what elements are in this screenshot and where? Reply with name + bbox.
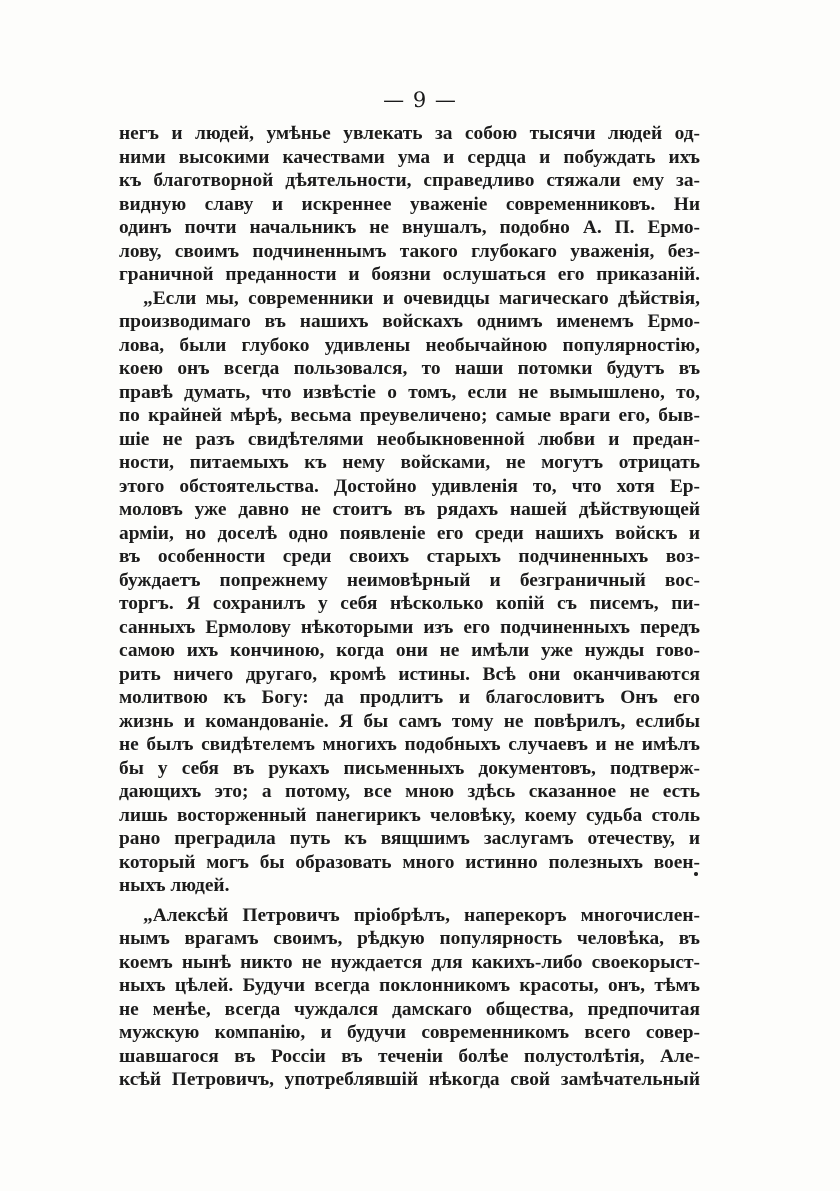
text-line: шіе не разъ свидѣтелями необыкновенной любви и предан- bbox=[119, 428, 700, 450]
text-line: молитвою къ Богу: да продлитъ и благословитъ Онъ его bbox=[119, 687, 700, 708]
text-line: коею онъ всегда пользовался, то наши потомки будутъ въ bbox=[119, 358, 700, 379]
text-line: лова, были глубоко удивлены необычайною популярностію, bbox=[119, 334, 700, 356]
text-line: который могъ бы образовать много истинно полезныхъ воен- bbox=[119, 851, 700, 873]
text-line: шавшагося въ Россіи въ теченіи болѣе полустолѣтія, Але- bbox=[119, 1045, 700, 1067]
text-line: нымъ врагамъ своимъ, рѣдкую популярность человѣка, въ bbox=[119, 928, 700, 949]
text-line: ности, питаемыхъ къ нему войсками, не могутъ отрицать bbox=[119, 452, 700, 473]
text-line: производимаго въ нашихъ войскахъ однимъ именемъ Ермо- bbox=[119, 311, 700, 332]
text-line: ксѣй Петровичъ, употреблявшій нѣкогда свой замѣчательный bbox=[119, 1069, 700, 1090]
text-line: одинъ почти начальникъ не внушалъ, подобно А. П. Ермо- bbox=[119, 217, 700, 238]
text-line: видную славу и искреннее уваженіе современниковъ. Ни bbox=[119, 193, 700, 215]
text-line: мужскую компанію, и будучи современникомъ всего совер- bbox=[119, 1022, 700, 1043]
text-line: дающихъ это; а потому, все мною здѣсь сказанное не есть bbox=[119, 781, 700, 802]
text-line: по крайней мѣрѣ, весьма преувеличено; самые враги его, быв- bbox=[119, 405, 700, 426]
text-line: не менѣе, всегда чуждался дамскаго общества, предпочитая bbox=[119, 998, 700, 1020]
text-line: граничной преданности и боязни ослушаться его приказаній. bbox=[119, 264, 700, 285]
text-line: лову, своимъ подчиненнымъ такого глубокаго уваженія, без- bbox=[119, 240, 700, 262]
text-line: жизнь и командованіе. Я бы самъ тому не повѣрилъ, еслибы bbox=[119, 710, 700, 732]
text-line: не былъ свидѣтелемъ многихъ подобныхъ случаевъ и не имѣлъ bbox=[119, 734, 700, 755]
text-line: въ особенности среди своихъ старыхъ подчиненныхъ воз- bbox=[119, 546, 700, 567]
text-line: самою ихъ кончиною, когда они не имѣли уже нужды гово- bbox=[119, 640, 700, 661]
text-line: бы у себя въ рукахъ письменныхъ документовъ, подтверж- bbox=[119, 757, 700, 779]
text-line: арміи, но доселѣ одно появленіе его среди нашихъ войскъ и bbox=[119, 522, 700, 544]
page-number: — 9 — bbox=[383, 88, 457, 112]
text-line: этого обстоятельства. Достойно удивленія то, что хотя Ер- bbox=[119, 475, 700, 497]
text-line: негъ и людей, умѣнье увлекать за собою тысячи людей од- bbox=[119, 123, 700, 144]
paragraph-end: ныхъ людей. bbox=[119, 875, 230, 896]
text-line: правѣ думать, что извѣстіе о томъ, если не вымышлено, то, bbox=[119, 381, 700, 403]
text-line: торгъ. Я сохранилъ у себя нѣсколько копій съ писемъ, пи- bbox=[119, 593, 700, 614]
text-line: къ благотворной дѣятельности, справедливо стяжали ему за- bbox=[119, 170, 700, 191]
text-line: лишь восторженный панегирикъ человѣку, коему судьба столь bbox=[119, 804, 700, 826]
body-text bbox=[119, 122, 700, 1092]
paragraph-start: „Алексѣй Петровичъ пріобрѣлъ, наперекоръ многочислен- bbox=[143, 904, 700, 926]
ink-speck bbox=[694, 872, 698, 876]
text-line: моловъ уже давно не стоитъ въ рядахъ нашей дѣйствующей bbox=[119, 499, 700, 520]
text-line: рить ничего другаго, кромѣ истины. Всѣ они оканчиваются bbox=[119, 663, 700, 685]
text-line: ныхъ цѣлей. Будучи всегда поклонникомъ красоты, онъ, тѣмъ bbox=[119, 975, 700, 996]
text-line: рано преградила путь къ вящшимъ заслугамъ отечеству, и bbox=[119, 828, 700, 849]
text-line: ними высокими качествами ума и сердца и побуждать ихъ bbox=[119, 146, 700, 168]
text-line: коемъ нынѣ никто не нуждается для какихъ-либо своекорыст- bbox=[119, 951, 700, 973]
text-line: санныхъ Ермолову нѣкоторыми изъ его подчиненныхъ передъ bbox=[119, 616, 700, 638]
paragraph-start: „Если мы, современники и очевидцы магическаго дѣйствія, bbox=[143, 287, 700, 309]
text-line: буждаетъ попрежнему неимовѣрный и безграничный вос- bbox=[119, 569, 700, 591]
